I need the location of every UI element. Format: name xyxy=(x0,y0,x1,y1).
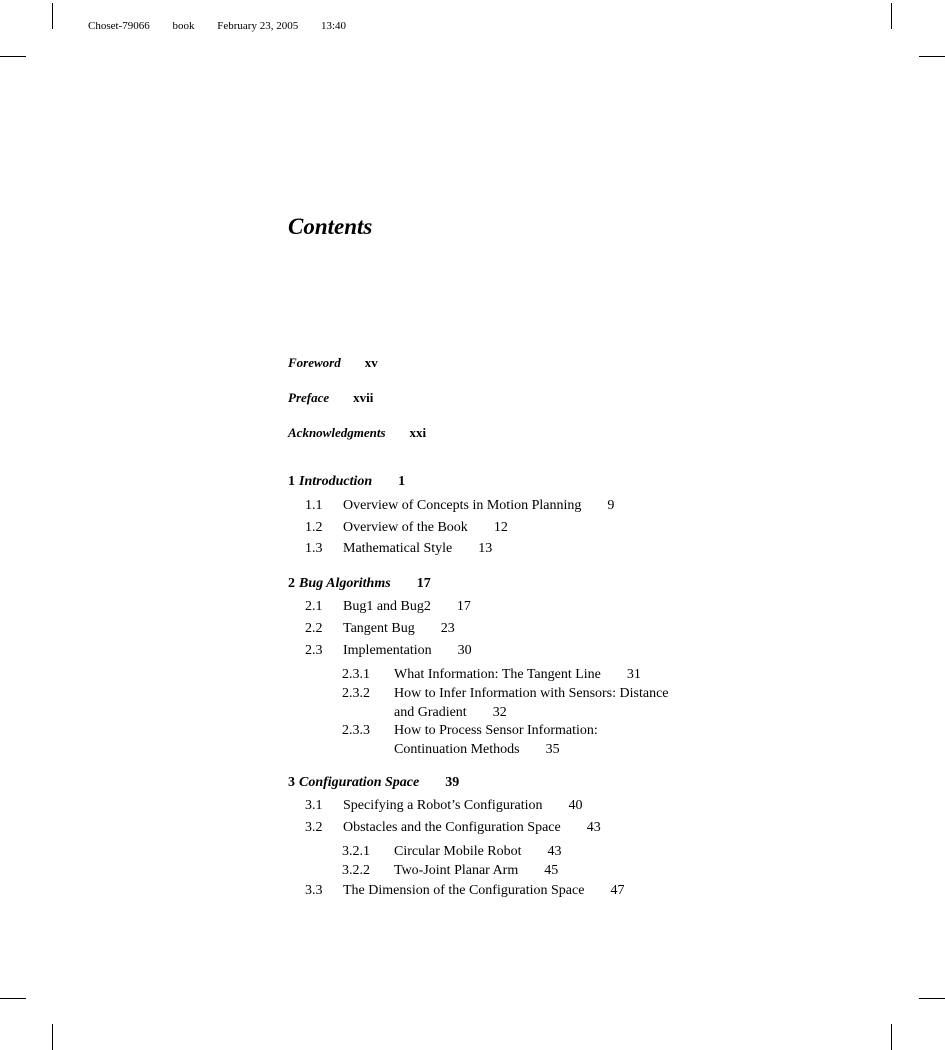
subsection-title: Two-Joint Planar Arm xyxy=(394,863,519,878)
toc-section-1-2 xyxy=(305,520,508,536)
section-page: 30 xyxy=(457,643,472,658)
section-page: 9 xyxy=(607,498,615,513)
subsection-page: 31 xyxy=(626,667,641,682)
section-page: 12 xyxy=(493,520,508,535)
toc-label: Preface xyxy=(288,390,330,405)
toc-label: Acknowledgments xyxy=(288,425,386,440)
toc-subsection-2-3-1 xyxy=(342,665,694,684)
section-page: 13 xyxy=(478,541,493,556)
chapter-number: 2 xyxy=(288,576,295,591)
toc-entry-foreword xyxy=(288,355,378,371)
section-title: Obstacles and the Configuration Space xyxy=(343,820,561,835)
toc-section-2-1 xyxy=(305,599,471,615)
section-title: Tangent Bug xyxy=(343,621,415,636)
section-page: 43 xyxy=(586,820,601,835)
subsection-title-cont: and Gradient xyxy=(394,705,467,720)
toc-section-2-2 xyxy=(305,621,455,637)
section-title: Specifying a Robot’s Configuration xyxy=(343,798,543,813)
page-title: Contents xyxy=(288,214,373,239)
toc-section-1-1 xyxy=(305,498,614,514)
chapter-page: 39 xyxy=(445,775,460,790)
section-number: 1.3 xyxy=(305,541,323,556)
section-number: 2.1 xyxy=(305,599,323,614)
toc-subsection-3-2-1 xyxy=(342,842,694,861)
crop-mark-top-right xyxy=(891,3,892,29)
toc-entry-preface xyxy=(288,390,373,406)
section-title: Overview of Concepts in Motion Planning xyxy=(343,498,582,513)
section-page: 47 xyxy=(610,883,625,898)
toc-section-3-1 xyxy=(305,798,582,814)
section-number: 1.1 xyxy=(305,498,323,513)
subsection-page: 32 xyxy=(492,705,507,720)
subsection-title: Circular Mobile Robot xyxy=(394,844,522,859)
subsection-page: 43 xyxy=(547,844,562,859)
section-title: Overview of the Book xyxy=(343,520,468,535)
section-page: 40 xyxy=(568,798,583,813)
subsection-number: 3.2.1 xyxy=(342,844,370,859)
toc-section-1-3 xyxy=(305,541,492,557)
section-number: 1.2 xyxy=(305,520,323,535)
chapter-page: 1 xyxy=(398,474,406,489)
toc-page: xvii xyxy=(353,390,374,405)
header-date: February 23, 2005 xyxy=(217,20,299,32)
header-type: book xyxy=(172,20,195,32)
subsection-title: How to Infer Information with Sensors: Distance xyxy=(394,686,669,701)
running-header xyxy=(88,20,366,32)
section-page: 17 xyxy=(456,599,471,614)
section-title: Bug1 and Bug2 xyxy=(343,599,431,614)
header-time: 13:40 xyxy=(320,20,347,32)
toc-subsection-2-3-2 xyxy=(342,684,694,722)
chapter-page: 17 xyxy=(416,576,431,591)
toc-section-3-3 xyxy=(305,883,624,899)
section-number: 2.3 xyxy=(305,643,323,658)
toc-chapter-1 xyxy=(288,474,405,490)
crop-mark-top-left xyxy=(52,3,53,29)
toc-page: xv xyxy=(364,355,378,370)
subsection-title: What Information: The Tangent Line xyxy=(394,667,601,682)
toc-chapter-3 xyxy=(288,775,459,791)
chapter-title: Bug Algorithms xyxy=(299,576,391,591)
subsection-number: 2.3.1 xyxy=(342,667,370,682)
toc-section-3-2 xyxy=(305,820,601,836)
header-id: Choset-79066 xyxy=(88,20,150,32)
subsection-page: 45 xyxy=(544,863,559,878)
crop-mark-bottom-right xyxy=(891,1024,892,1050)
section-number: 3.3 xyxy=(305,883,323,898)
section-number: 2.2 xyxy=(305,621,323,636)
chapter-number: 1 xyxy=(288,474,295,489)
section-title: Implementation xyxy=(343,643,432,658)
toc-chapter-2 xyxy=(288,576,431,592)
toc-entry-acknowledgments xyxy=(288,425,426,441)
section-title: Mathematical Style xyxy=(343,541,453,556)
section-number: 3.1 xyxy=(305,798,323,813)
subsection-title-cont: Continuation Methods xyxy=(394,742,520,757)
toc-label: Foreword xyxy=(288,355,341,370)
section-number: 3.2 xyxy=(305,820,323,835)
subsection-page: 35 xyxy=(545,742,560,757)
subsection-number: 2.3.3 xyxy=(342,723,370,738)
toc-page: xxi xyxy=(409,425,427,440)
crop-mark-bottom-left xyxy=(52,1024,53,1050)
toc-section-2-3 xyxy=(305,643,472,659)
crop-mark-right-bottom xyxy=(919,998,945,999)
subsection-number: 2.3.2 xyxy=(342,686,370,701)
crop-mark-left-top xyxy=(0,56,26,57)
crop-mark-right-top xyxy=(919,56,945,57)
chapter-title: Configuration Space xyxy=(299,775,420,790)
section-title: The Dimension of the Configuration Space xyxy=(343,883,585,898)
subsection-title: How to Process Sensor Information: xyxy=(394,723,598,738)
toc-subsection-3-2-2 xyxy=(342,861,694,880)
crop-mark-left-bottom xyxy=(0,998,26,999)
chapter-title: Introduction xyxy=(299,474,373,489)
toc-subsection-2-3-3 xyxy=(342,721,694,759)
subsection-number: 3.2.2 xyxy=(342,863,370,878)
chapter-number: 3 xyxy=(288,775,295,790)
section-page: 23 xyxy=(440,621,455,636)
